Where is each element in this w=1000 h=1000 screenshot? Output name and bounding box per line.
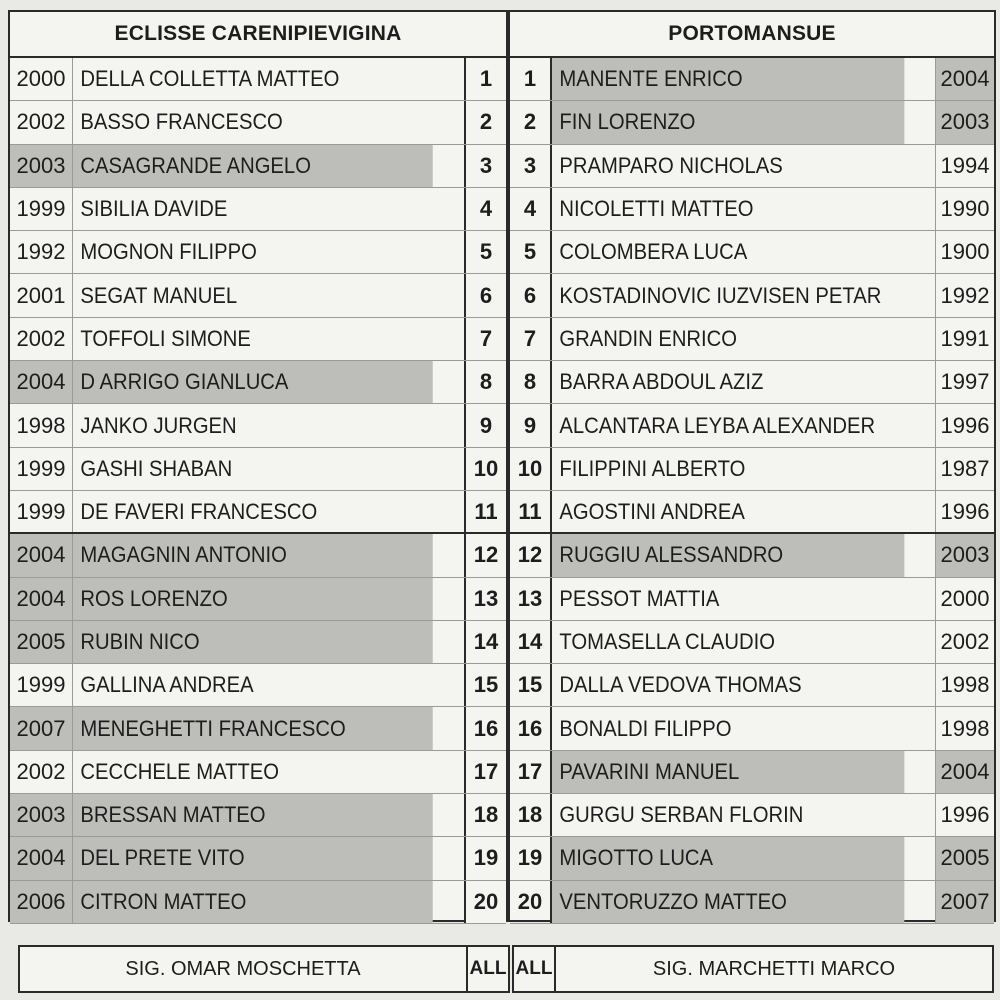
player-number: 20 — [510, 881, 552, 923]
player-birth-year: 2004 — [935, 58, 994, 100]
player-name: ROS LORENZO — [73, 578, 433, 620]
player-name: DALLA VEDOVA THOMAS — [559, 672, 802, 698]
player-name: JANKO JURGEN — [80, 412, 237, 438]
player-name: NICOLETTI MATTEO — [559, 196, 754, 222]
player-birth-year: 2002 — [10, 751, 73, 793]
player-number: 5 — [510, 231, 552, 273]
player-birth-year: 2003 — [935, 534, 994, 576]
away-player-row — [510, 318, 994, 361]
player-number: 9 — [464, 404, 506, 446]
player-name: DELLA COLLETTA MATTEO — [80, 66, 340, 92]
home-coach-name: SIG. OMAR MOSCHETTA — [125, 957, 361, 980]
home-player-row — [10, 707, 506, 750]
player-number: 7 — [510, 318, 552, 360]
home-player-row — [10, 274, 506, 317]
away-player-row — [510, 578, 994, 621]
player-birth-year: 2004 — [10, 534, 73, 576]
home-player-row — [10, 751, 506, 794]
away-player-row — [510, 448, 994, 491]
away-player-row — [510, 361, 994, 404]
player-birth-year: 2002 — [10, 101, 73, 143]
player-name: BONALDI FILIPPO — [559, 715, 732, 741]
home-player-row — [10, 101, 506, 144]
away-team-name: PORTOMANSUE — [510, 12, 994, 58]
player-birth-year: 2000 — [935, 578, 994, 620]
home-coach-row — [18, 945, 510, 993]
player-name: KOSTADINOVIC IUZVISEN PETAR — [559, 282, 882, 308]
player-birth-year: 1999 — [10, 188, 73, 230]
player-name: VENTORUZZO MATTEO — [552, 881, 904, 923]
player-name: PRAMPARO NICHOLAS — [559, 152, 783, 178]
player-number: 6 — [464, 274, 506, 316]
player-name: CITRON MATTEO — [73, 881, 433, 923]
player-birth-year: 2006 — [10, 881, 73, 923]
player-number: 15 — [510, 664, 552, 706]
player-number: 14 — [464, 621, 506, 663]
away-player-row — [510, 101, 994, 144]
away-player-row — [510, 621, 994, 664]
home-player-row — [10, 534, 506, 577]
player-number: 17 — [464, 751, 506, 793]
player-birth-year: 2003 — [935, 101, 994, 143]
home-player-row — [10, 837, 506, 880]
player-name: MAGAGNIN ANTONIO — [73, 534, 433, 576]
player-number: 18 — [510, 794, 552, 836]
player-name: FILIPPINI ALBERTO — [559, 455, 746, 481]
player-birth-year: 1998 — [935, 707, 994, 749]
player-number: 9 — [510, 404, 552, 446]
player-name: RUBIN NICO — [73, 621, 433, 663]
home-player-row — [10, 794, 506, 837]
player-birth-year: 1900 — [935, 231, 994, 273]
away-player-row — [510, 794, 994, 837]
player-number: 15 — [464, 664, 506, 706]
away-player-row — [510, 404, 994, 447]
player-number: 4 — [510, 188, 552, 230]
player-name: ALCANTARA LEYBA ALEXANDER — [559, 412, 876, 438]
away-team-table — [508, 10, 996, 922]
player-birth-year: 2003 — [10, 145, 73, 187]
player-number: 19 — [464, 837, 506, 879]
player-name: GASHI SHABAN — [80, 455, 233, 481]
home-player-row — [10, 231, 506, 274]
away-player-row — [510, 188, 994, 231]
player-number: 14 — [510, 621, 552, 663]
player-name: D ARRIGO GIANLUCA — [73, 361, 433, 403]
player-birth-year: 2004 — [10, 361, 73, 403]
player-name: PESSOT MATTIA — [559, 585, 720, 611]
home-player-row — [10, 58, 506, 101]
home-player-row — [10, 664, 506, 707]
player-number: 8 — [510, 361, 552, 403]
player-name: FIN LORENZO — [552, 101, 904, 143]
away-player-row — [510, 751, 994, 794]
away-player-row — [510, 664, 994, 707]
player-birth-year: 1992 — [10, 231, 73, 273]
player-name: MANENTE ENRICO — [552, 58, 904, 100]
home-player-row — [10, 318, 506, 361]
away-player-list — [510, 58, 994, 924]
away-player-row — [510, 707, 994, 750]
player-number: 16 — [464, 707, 506, 749]
player-name: DE FAVERI FRANCESCO — [80, 498, 318, 524]
player-birth-year: 2002 — [935, 621, 994, 663]
home-player-row — [10, 145, 506, 188]
player-name: CECCHELE MATTEO — [80, 758, 280, 784]
player-name: RUGGIU ALESSANDRO — [552, 534, 904, 576]
player-number: 13 — [510, 578, 552, 620]
player-number: 16 — [510, 707, 552, 749]
player-name: DEL PRETE VITO — [73, 837, 433, 879]
player-number: 1 — [464, 58, 506, 100]
home-player-row — [10, 621, 506, 664]
player-birth-year: 2003 — [10, 794, 73, 836]
player-number: 4 — [464, 188, 506, 230]
player-name: CASAGRANDE ANGELO — [73, 145, 433, 187]
player-name: MOGNON FILIPPO — [80, 239, 257, 265]
player-name: MIGOTTO LUCA — [552, 837, 904, 879]
player-birth-year: 2004 — [935, 751, 994, 793]
player-birth-year: 1991 — [935, 318, 994, 360]
home-player-row — [10, 491, 506, 534]
player-birth-year: 2007 — [10, 707, 73, 749]
player-number: 10 — [510, 448, 552, 490]
home-player-row — [10, 188, 506, 231]
player-number: 20 — [464, 881, 506, 923]
home-team-table — [8, 10, 508, 922]
player-name: TOFFOLI SIMONE — [80, 325, 251, 351]
player-birth-year: 2004 — [10, 578, 73, 620]
away-player-row — [510, 534, 994, 577]
player-number: 3 — [510, 145, 552, 187]
player-birth-year: 1996 — [935, 794, 994, 836]
player-number: 5 — [464, 231, 506, 273]
home-coach-role: ALL — [466, 947, 508, 991]
player-name: GRANDIN ENRICO — [559, 325, 738, 351]
player-number: 17 — [510, 751, 552, 793]
home-player-row — [10, 361, 506, 404]
player-birth-year: 1996 — [935, 404, 994, 446]
player-birth-year: 2001 — [10, 274, 73, 316]
player-birth-year: 2005 — [935, 837, 994, 879]
player-birth-year: 1994 — [935, 145, 994, 187]
player-name: SEGAT MANUEL — [80, 282, 238, 308]
player-name: GURGU SERBAN FLORIN — [559, 802, 804, 828]
player-number: 7 — [464, 318, 506, 360]
player-number: 19 — [510, 837, 552, 879]
player-birth-year: 1992 — [935, 274, 994, 316]
player-birth-year: 1999 — [10, 448, 73, 490]
player-birth-year: 1999 — [10, 491, 73, 532]
home-player-row — [10, 578, 506, 621]
player-birth-year: 1998 — [935, 664, 994, 706]
home-team-name: ECLISSE CARENIPIEVIGINA — [10, 12, 506, 58]
player-number: 2 — [510, 101, 552, 143]
player-number: 18 — [464, 794, 506, 836]
player-birth-year: 1997 — [935, 361, 994, 403]
player-number: 10 — [464, 448, 506, 490]
player-birth-year: 2000 — [10, 58, 73, 100]
player-number: 11 — [464, 491, 506, 532]
away-coach-role: ALL — [514, 947, 556, 991]
away-player-row — [510, 491, 994, 534]
away-player-row — [510, 881, 994, 924]
away-coach-name: SIG. MARCHETTI MARCO — [652, 957, 896, 980]
player-birth-year: 2002 — [10, 318, 73, 360]
player-birth-year: 1987 — [935, 448, 994, 490]
player-name: MENEGHETTI FRANCESCO — [73, 707, 433, 749]
player-number: 3 — [464, 145, 506, 187]
player-name: COLOMBERA LUCA — [559, 239, 748, 265]
player-birth-year: 1996 — [935, 491, 994, 532]
player-number: 8 — [464, 361, 506, 403]
player-name: AGOSTINI ANDREA — [559, 498, 745, 524]
home-player-list — [10, 58, 506, 924]
home-player-row — [10, 404, 506, 447]
player-name: BRESSAN MATTEO — [73, 794, 433, 836]
player-number: 6 — [510, 274, 552, 316]
player-birth-year: 1999 — [10, 664, 73, 706]
away-player-row — [510, 231, 994, 274]
player-name: PAVARINI MANUEL — [552, 751, 904, 793]
player-number: 12 — [510, 534, 552, 576]
player-number: 11 — [510, 491, 552, 532]
away-player-row — [510, 837, 994, 880]
home-player-row — [10, 448, 506, 491]
player-number: 2 — [464, 101, 506, 143]
player-name: BASSO FRANCESCO — [80, 109, 283, 135]
away-player-row — [510, 145, 994, 188]
player-birth-year: 2007 — [935, 881, 994, 923]
player-birth-year: 1990 — [935, 188, 994, 230]
home-player-row — [10, 881, 506, 924]
player-name: GALLINA ANDREA — [80, 672, 254, 698]
away-coach-row — [512, 945, 994, 993]
away-player-row — [510, 58, 994, 101]
player-name: TOMASELLA CLAUDIO — [559, 629, 775, 654]
player-name: BARRA ABDOUL AZIZ — [559, 369, 764, 395]
player-name: SIBILIA DAVIDE — [80, 196, 228, 222]
player-birth-year: 2004 — [10, 837, 73, 879]
away-player-row — [510, 274, 994, 317]
player-number: 13 — [464, 578, 506, 620]
player-number: 12 — [464, 534, 506, 576]
player-birth-year: 2005 — [10, 621, 73, 663]
player-birth-year: 1998 — [10, 404, 73, 446]
player-number: 1 — [510, 58, 552, 100]
